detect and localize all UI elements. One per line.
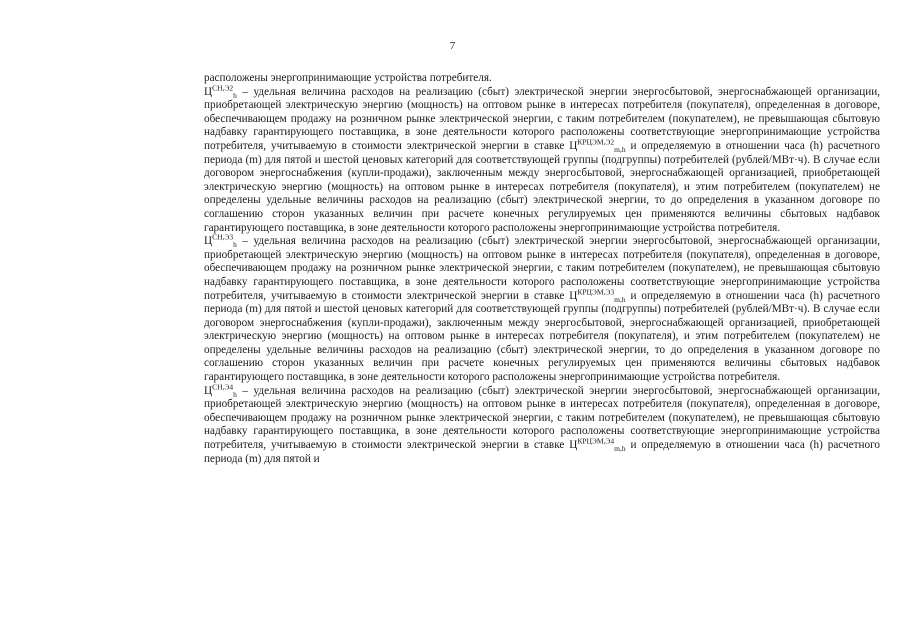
symbol-krcem-e3: $Ц^{КРЦЭМ,Э3}_{m,h}$ [569, 286, 626, 304]
document-body [204, 72, 880, 466]
paragraph-e3-text-b: и определяемую в отношении часа (h) расчетного периода (m) для пятой и шестой ценовых категорий для соответствующей группы (подгруппы) потребителей (рублей/МВт·ч). В случае если договором энергоснабжения (купли-продажи), заключенным между энергосбытовой, энергоснабжающей организацией, приобретающей электрическую энергию (мощность) на оптовом рынке в интересах потребителя (покупателя), и этим потребителем (покупателем) не определены удельные величины расходов на реализацию (сбыт) электрической энергии, то до определения в указанном договоре по соглашению сторон указанных величин при расчете конечных регулируемых цен применяются величины сбытовых надбавок гарантирующего поставщика, в зоне деятельности которого расположены энергопринимающие устройства потребителя. [204, 289, 880, 384]
paragraph-e3-text-a: – удельная величина расходов на реализацию (сбыт) электрической энергии энергосбытовой, энергоснабжающей организации, приобретающей электрическую энергию (мощность) на оптовом рынке в интересах потребителя (покупателя), определенная в договоре, обеспечивающем продажу на розничном рынке электрической энергии, с таким потребителем (покупателем), не превышающая сбытовую надбавку гарантирующего поставщика, в зоне деятельности которого расположены соответствующие энергопринимающие устройства потребителя, учитываемую в стоимости электрической энергии в ставке [204, 235, 880, 302]
symbol-ce2: $Ц^{СН,Э2}_h$ [204, 82, 237, 100]
symbol-krcem-e2: $Ц^{КРЦЭМ,Э2}_{m,h}$ [569, 137, 626, 155]
symbol-krcem-e4: $Ц^{КРЦЭМ,Э4}_{m,h}$ [569, 436, 626, 454]
paragraph-e2-text-a: – удельная величина расходов на реализацию (сбыт) электрической энергии энергосбытовой, энергоснабжающей организации, приобретающей электрическую энергию (мощность) на оптовом рынке в интересах потребителя (покупателя), определенная в договоре, обеспечивающем продажу на розничном рынке электрической энергии, с таким потребителем (покупателем), не превышающая сбытовую надбавку гарантирующего поставщика, в зоне деятельности которого расположены соответствующие энергопринимающие устройства потребителя, учитываемую в стоимости электрической энергии в ставке [204, 85, 880, 152]
symbol-ce3: $Ц^{СН,Э3}_h$ [204, 232, 237, 250]
paragraph-e3 [204, 232, 880, 385]
symbol-ce4: $Ц^{СН,Э4}_h$ [204, 381, 237, 399]
paragraph-e4-text-a: – удельная величина расходов на реализацию (сбыт) электрической энергии энергосбытовой, энергоснабжающей организации, приобретающей электрическую энергию (мощность) на оптовом рынке в интересах потребителя (покупателя), определенная в договоре, обеспечивающем продажу на розничном рынке электрической энергии, с таким потребителем (покупателем), не превышающая сбытовую надбавку гарантирующего поставщика, в зоне деятельности которого расположены соответствующие энергопринимающие устройства потребителя, учитываемую в стоимости электрической энергии в ставке [204, 384, 880, 452]
paragraph-e2-text-b: и определяемую в отношении часа (h) расчетного периода (m) для пятой и шестой ценовых категорий для соответствующей группы (подгруппы) потребителей (рублей/МВт·ч). В случае если договором энергоснабжения (купли-продажи), заключенным между энергосбытовой, энергоснабжающей организацией, приобретающей электрическую энергию (мощность) на оптовом рынке в интересах потребителя (покупателя), и этим потребителем (покупателем) не определены удельные величины расходов на реализацию (сбыт) электрической энергии, то до определения в указанном договоре по соглашению сторон указанных величин при расчете конечных регулируемых цен применяются величины сбытовых надбавок гарантирующего поставщика, в зоне деятельности которого расположены энергопринимающие устройства потребителя. [204, 139, 880, 234]
paragraph-e2 [204, 82, 880, 236]
intro-line: расположены энергопринимающие устройства потребителя. [204, 72, 492, 84]
paragraph-e4 [204, 381, 880, 467]
page-number: 7 [449, 40, 456, 52]
paragraph-e4-text-b: и определяемую в отношении часа (h) расчетного периода (m) для пятой и [204, 439, 880, 465]
